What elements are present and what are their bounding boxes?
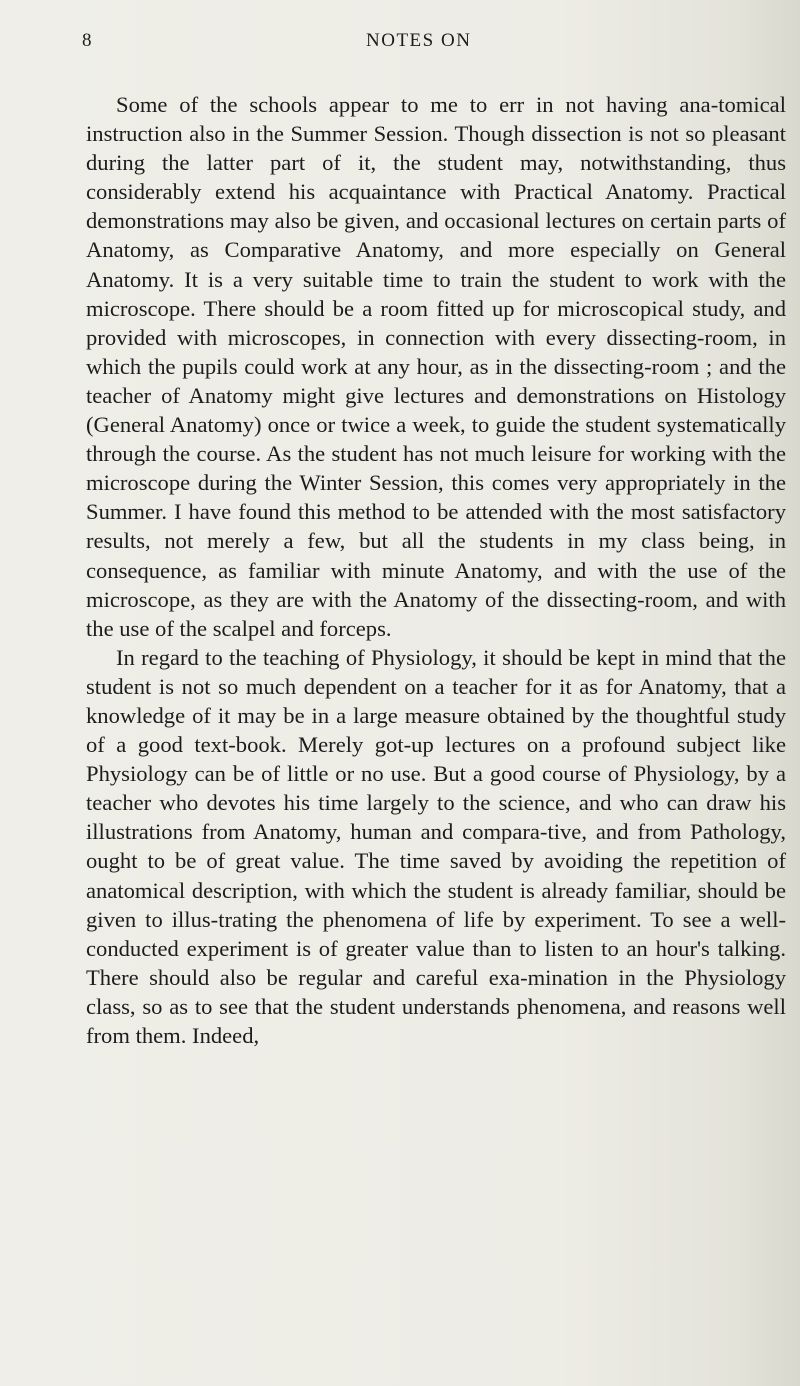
running-title: NOTES ON: [366, 30, 472, 51]
page-header: [0, 30, 800, 60]
paragraph-anatomy-summer-session: Some of the schools appear to me to err in not having ana-tomical instruction also in the Summer Session. Though dissection is not so pleasant during the latter part of it, the student may, notwithstanding, thus considerably extend his acquaintance with Practical Anatomy. Practical demonstrations may also be given, and occasional lectures on certain parts of Anatomy, as Comparative Anatomy, and more especially on General Anatomy. It is a very suitable time to train the student to work with the microscope. There should be a room fitted up for microscopical study, and provided with microscopes, in connection with every dissecting-room, in which the pupils could work at any hour, as in the dissecting-room ; and the teacher of Anatomy might give lectures and demonstrations on Histology (General Anatomy) once or twice a week, to guide the student systematically through the course. As the student has not much leisure for working with the microscope during the Winter Session, this comes very appropriately in the Summer. I have found this method to be attended with the most satisfactory results, not merely a few, but all the students in my class being, in consequence, as familiar with minute Anatomy, and with the use of the microscope, as they are with the Anatomy of the dissecting-room, and with the use of the scalpel and forceps.: [86, 92, 786, 641]
body-text: [86, 90, 786, 1050]
page-number: 8: [82, 30, 93, 51]
paragraph-teaching-physiology: In regard to the teaching of Physiology, it should be kept in mind that the student is not so much dependent on a teacher for it as for Anatomy, that a knowledge of it may be in a large measure obtained by the thoughtful study of a good text-book. Merely got-up lectures on a profound subject like Physiology can be of little or no use. But a good course of Physiology, by a teacher who devotes his time largely to the science, and who can draw his illustrations from Anatomy, human and compara-tive, and from Pathology, ought to be of great value. The time saved by avoiding the repetition of anatomical description, with which the student is already familiar, should be given to illus-trating the phenomena of life by experiment. To see a well-conducted experiment is of greater value than to listen to an hour's talking. There should also be regular and careful exa-mination in the Physiology class, so as to see that the student understands phenomena, and reasons well from them. Indeed,: [86, 644, 786, 1048]
